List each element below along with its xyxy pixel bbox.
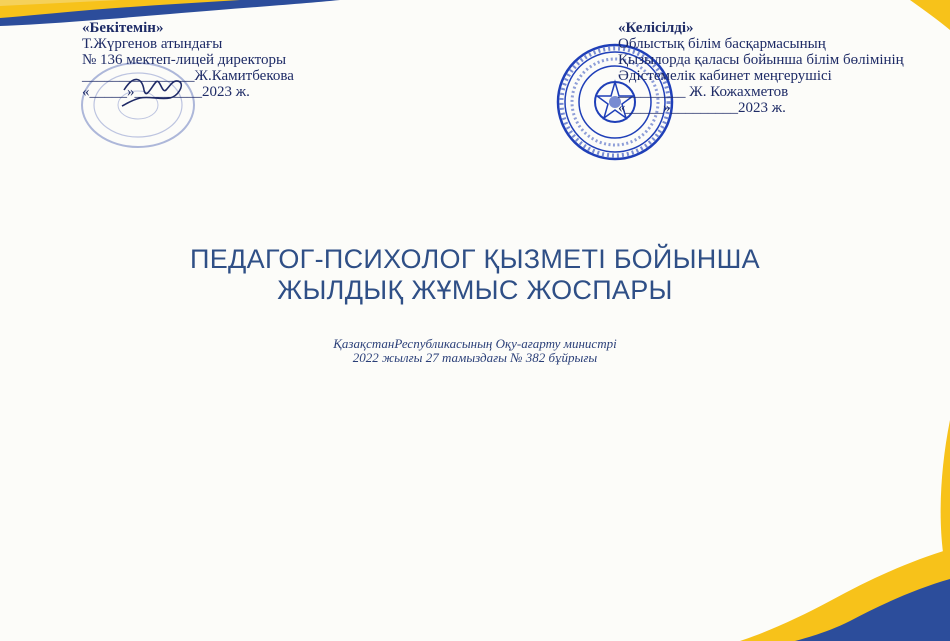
approval-block: [82, 20, 294, 100]
agreement-heading: «Келісілді»: [618, 20, 694, 36]
agreement-block: [618, 20, 904, 116]
approval-line: Т.Жүргенов атындағы: [82, 36, 223, 52]
document-subtitle: [0, 337, 950, 365]
subtitle-line-2: 2022 жылғы 27 тамыздағы № 382 бұйрығы: [352, 350, 598, 365]
title-line-1: ПЕДАГОГ-ПСИХОЛОГ ҚЫЗМЕТІ БОЙЫНША: [190, 244, 760, 274]
document-title: [0, 244, 950, 306]
agreement-line: Әдістемелік кабинет меңгерушісі: [618, 68, 832, 84]
corner-decoration-bottom-right: [710, 531, 950, 641]
subtitle-line-1: ҚазақстанРеспубликасының Оқу-ағарту министрі: [333, 336, 617, 351]
approval-date-line: «_____»_________2023 ж.: [82, 84, 250, 100]
approval-heading: «Бекітемін»: [82, 20, 164, 36]
approval-line: № 136 мектеп-лицей директоры: [82, 52, 287, 68]
agreement-line: Облыстық білім басқармасының: [618, 36, 826, 52]
agreement-signature-line: _________ Ж. Кожахметов: [618, 84, 789, 100]
agreement-date-line: «_____»_________2023 ж.: [618, 100, 786, 116]
agreement-line: Қызылорда қаласы бойынша білім бөлімінің: [618, 52, 904, 68]
approval-signature-line: _______________Ж.Камитбекова: [82, 68, 294, 84]
title-line-2: ЖЫЛДЫҚ ЖҰМЫС ЖОСПАРЫ: [277, 275, 673, 305]
